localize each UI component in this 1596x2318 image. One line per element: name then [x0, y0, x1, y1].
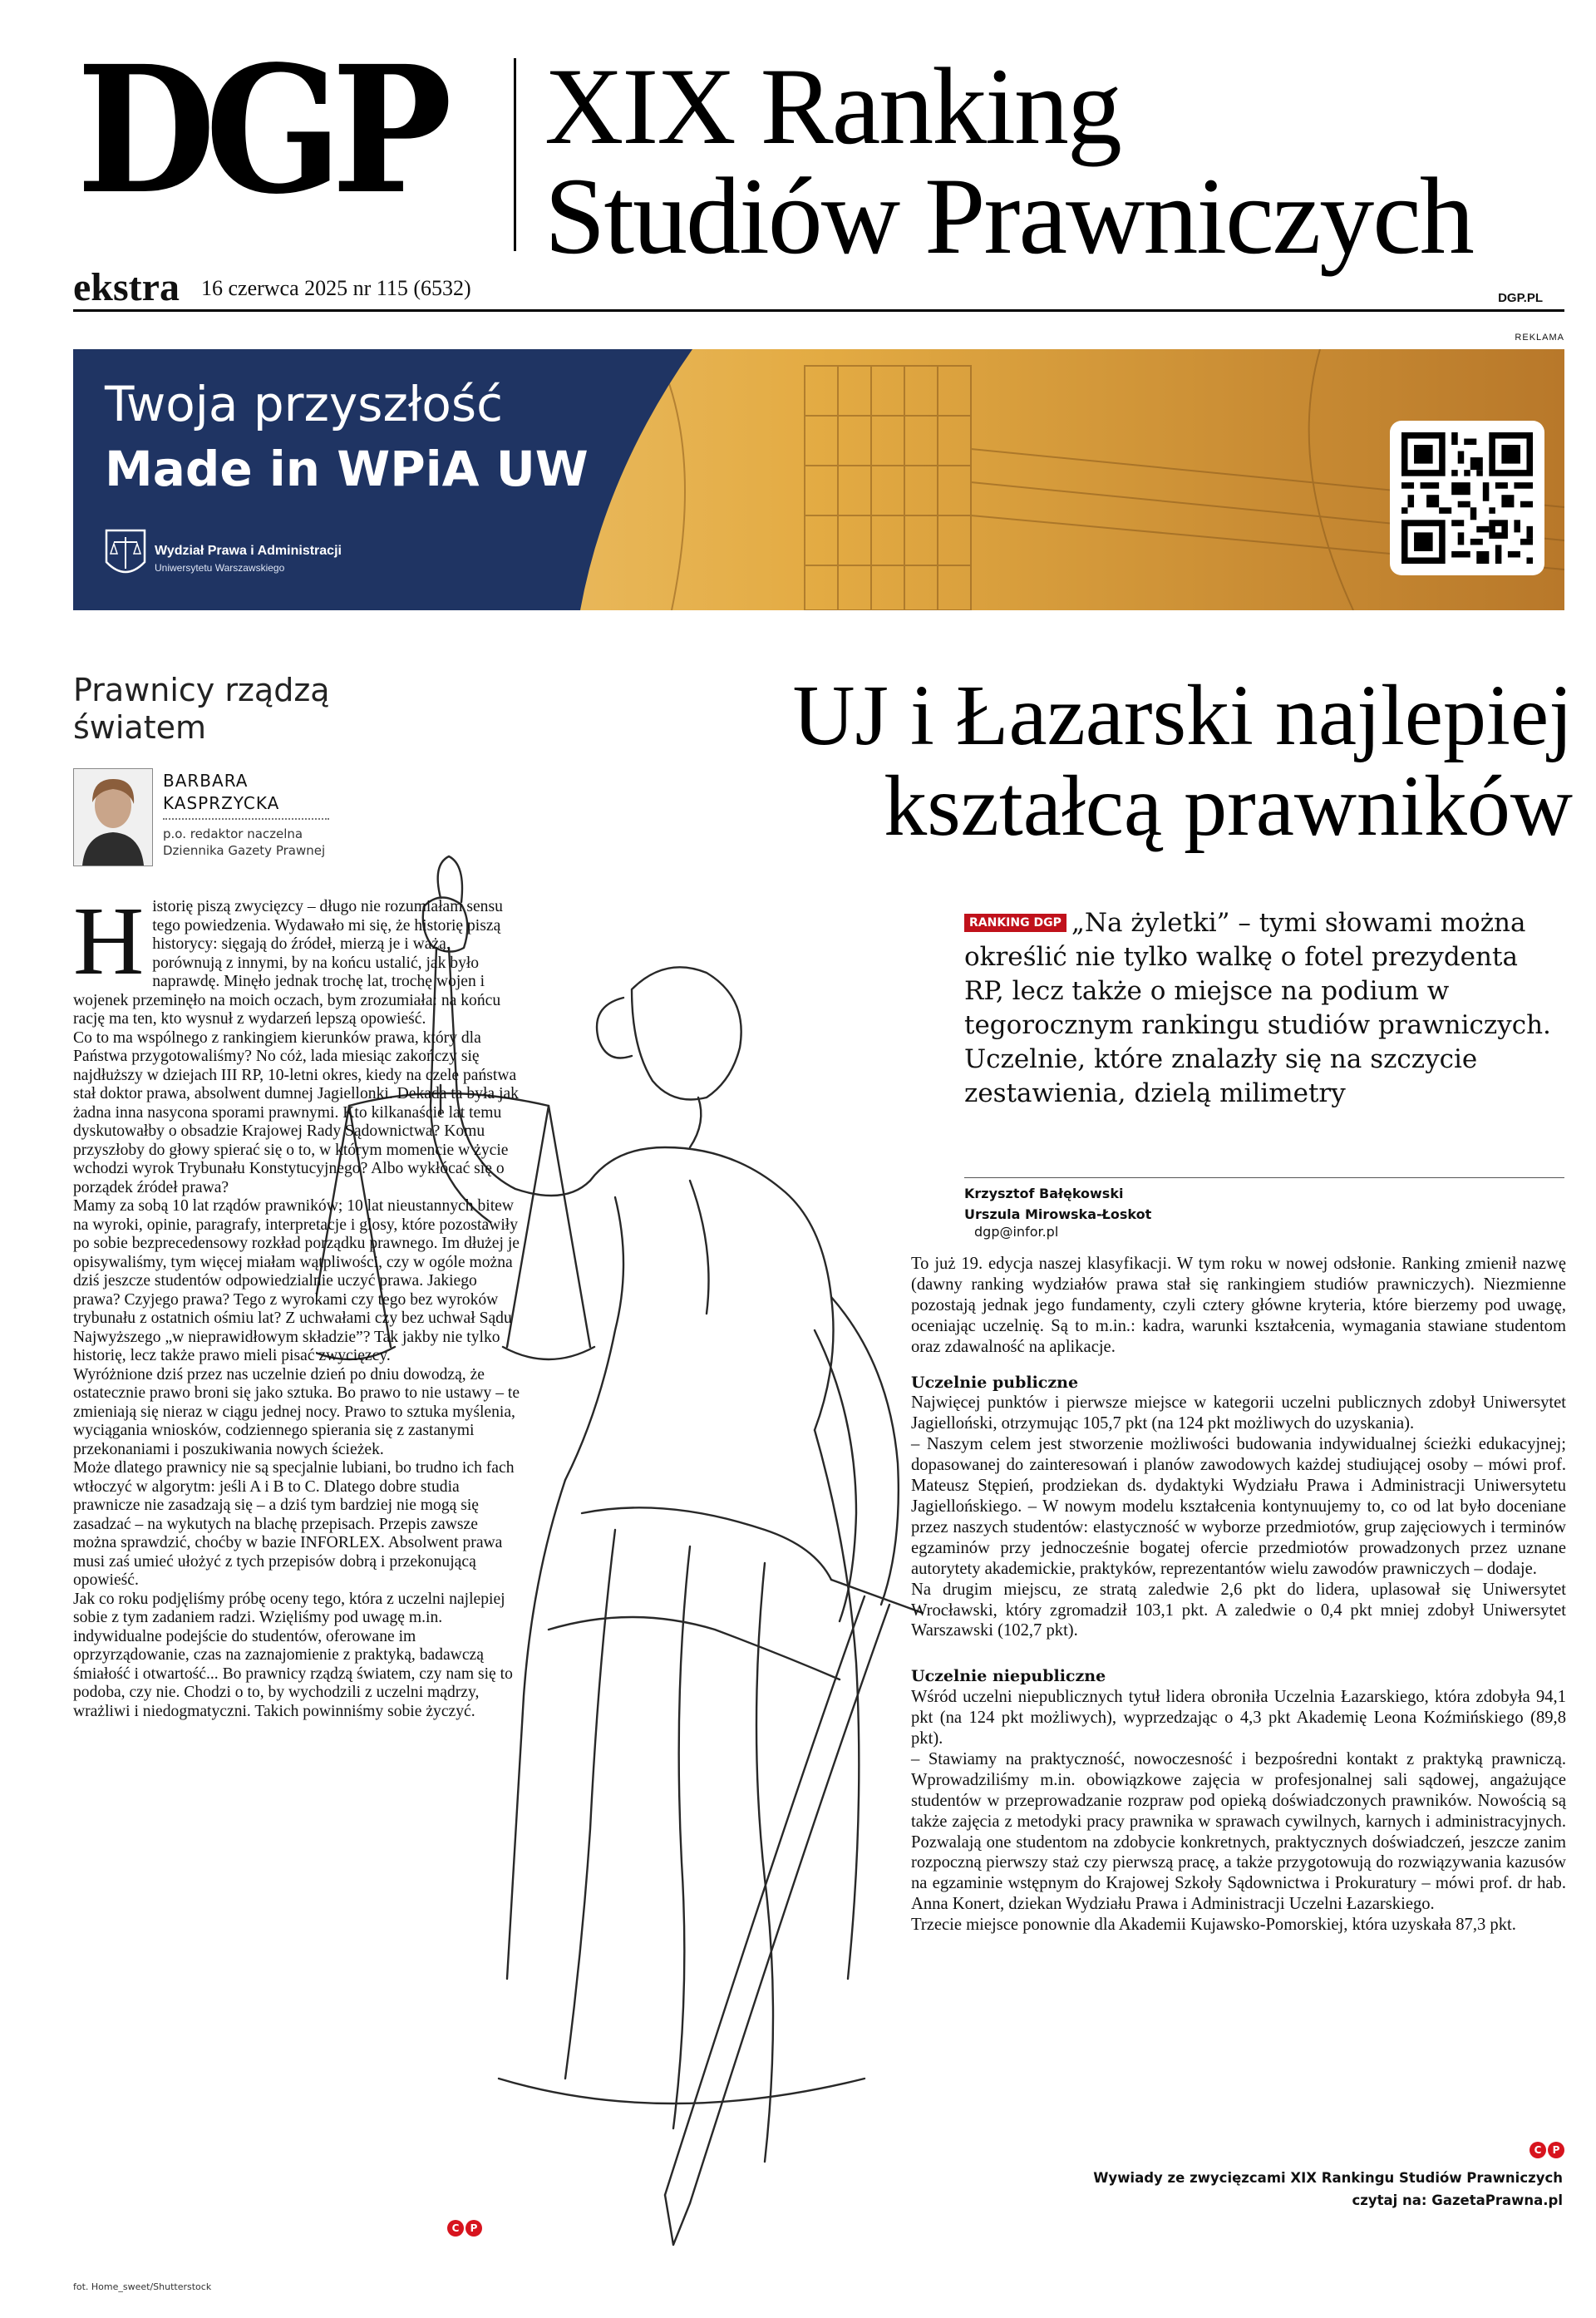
author-role-line2: Dziennika Gazety Prawnej	[163, 842, 326, 858]
article-paragraph: Wśród uczelni niepublicznych tytuł lidera obroniła Uczelnia Łazarskiego, która zdobyła 94,1 pkt (na 124 pkt możliwych), wyprzedzając o 4,3 pkt Akademię Leona Koźmińskiego (89,8 pkt).	[911, 1688, 1566, 1748]
main-headline	[598, 668, 1573, 855]
author-role-line1: p.o. redaktor naczelna	[163, 826, 303, 841]
copyright-c: C	[447, 2220, 464, 2237]
advertisement-banner[interactable]	[73, 349, 1564, 610]
qr-code-icon	[1401, 432, 1533, 564]
column-paragraph: Co to ma wspólnego z rankingiem kierunków prawa, który dla Państwa przygotowaliśmy? No cóż, lada miesiąc zakończy się najdłuższy w dziejach III RP, 10-letni okres, kiedy na czele państwa stał doktor prawa, absolwent dumnej Jagiellonki. Dekada ta była jak żadna inna nasycona sporami prawnymi. Kto kilkanaście lat temu dyskutowałby o obsadzie Krajowej Rady Sądownictwa? Komu przyszłoby do głowy spierać się o to, w którym momencie w życie wchodzi wyrok Trybunału Konstytucyjnego? Albo wykłócać się o porządek źródeł prawa?	[73, 1028, 519, 1196]
lead-text: „Na żyletki” – tymi słowami można określić nie tylko walkę o fotel prezydenta RP, lecz także o miejsce na podium w tegorocznym rankingu studiów prawniczych. Uczelnie, które znalazły się na szczycie zestawienia, dzielą milimetry	[964, 908, 1551, 1108]
article-paragraph: Trzecie miejsce ponownie dla Akademii Kujawsko-Pomorskiej, która uzyskała 87,3 pkt.	[911, 1916, 1516, 1935]
author-role	[163, 826, 325, 859]
drop-cap: H	[73, 886, 145, 995]
scales-emblem-icon	[103, 525, 148, 584]
qr-code[interactable]	[1390, 421, 1544, 575]
article-authors	[964, 1184, 1151, 1226]
masthead-title-line1: XIX Ranking	[544, 45, 1121, 167]
copyright-p: P	[1548, 2142, 1564, 2158]
column-paragraph: Może dlatego prawnicy nie są specjalnie lubiani, bo trudno ich fach wtłoczyć w algorytm: jeśli A i B to C. Dlatego dobre studia prawnicze nie zasadzają się – a dziś tym bardziej nie mogą się zasadzać – na wykutych na blachę przepisach. Przepis zawsze można sprawdzić, choćby w bazie INFORLEX. Absolwent prawa musi zaś umieć ułożyć z tych przepisów dobrą i przekonującą opowieść.	[73, 1459, 515, 1589]
column-title-line2: światem	[73, 708, 207, 746]
portrait-icon	[74, 769, 152, 866]
footer-note	[1093, 2167, 1563, 2212]
issue-info: 16 czerwca 2025 nr 115 (6532)	[201, 276, 471, 300]
copyright-mark	[1530, 2142, 1564, 2158]
article-body	[911, 1254, 1566, 1936]
column-title-line1: Prawnicy rządzą	[73, 672, 330, 708]
article-paragraph: – Naszym celem jest stworzenie możliwości budowania indywidualnej ścieżki edukacyjnej; dopasowanej do zainteresowań i planów zawodowych każdej studiującej osoby – mówi prof. Mateusz Stępień, prodziekan ds. dydaktyki Wydziału Prawa i Administracji Uniwersytetu Jagiellońskiego. – W nowym modelu kształcenia kontynuujemy to, co od lat było doceniane przez naszych studentów: elastyczność w wyborze przedmiotów, grup zajęciowych i terminów egzaminów przy jednocześnie bogatej ofercie przedmiotów prowadzonych przez uznane autorytety akademickie, praktyków, reprezentantów wielu zawodów prawniczych – dodaje.	[911, 1435, 1566, 1578]
column-paragraph: Wyróżnione dziś przez nas uczelnie dzień po dniu dowodzą, że ostatecznie prawo broni się jako sztuka. Bo prawo to nie ustawy – te zmieniają się nieraz w ciągu jednej nocy. Prawo to sztuka myślenia, wyciągania wniosków, codziennego spierania się z zastanymi przekonaniami i poszukiwania nowych ścieżek.	[73, 1365, 520, 1458]
headline-line1: UJ i Łazarski najlepiej	[792, 668, 1573, 763]
footer-note-line1: Wywiady ze zwycięzcami XIX Rankingu Studiów Prawniczych	[1093, 2170, 1563, 2186]
ad-faculty: Wydział Prawa i Administracji	[155, 544, 342, 558]
subheading-private: Uczelnie niepubliczne	[911, 1667, 1106, 1686]
article-paragraph: To już 19. edycja naszej klasyfikacji. W tym roku w nowej odsłonie. Ranking zmienił nazwę (dawny ranking wydziałów prawa stał się rankingiem studiów prawniczych). Niezmienne pozostają jednak jego fundamenty, czyli cztery główne kryteria, które bierzemy pod uwagę, oceniając uczelnię. Są to m.in.: kadra, warunki kształcenia, wymagania stawiane studentom oraz zdawalność na aplikacje.	[911, 1255, 1566, 1356]
masthead-rule	[73, 309, 1564, 312]
photo-credit: fot. Home_sweet/Shutterstock	[73, 2281, 212, 2292]
column-paragraph: Jak co roku podjęliśmy próbę oceny tego, która z uczelni najlepiej sobie z tym zadaniem radzi. Wzięliśmy pod uwagę m.in. indywidualne podejście do studentów, oferowane im oprzyrządowanie, czas na zaznajomienie z praktyką, badawczą śmiałość i otwartość... Bo prawnicy rządzą światem, czy nam się to podoba, czy nie. Chodzi o to, by wychodzili z uczelni mądrzy, wrażliwi i niedogmatyczni. Takich powinniśmy sobie życzyć.	[73, 1590, 513, 1720]
author-first-name: BARBARA	[163, 771, 249, 791]
article-paragraph: – Stawiamy na praktyczność, nowoczesność i bezpośredni kontakt z praktyką prawniczą. Wprowadziliśmy m.in. obowiązkowe zajęcia w profesjonalnej sali sądowej, angażujące studentów w przeprowadzanie rozpraw pod opieką doświadczonych prawników. Nowością są także zajęcia z metodyki pracy prawnika w sprawach cywilnych, karnych i administracyjnych. Pozwalają one studentom na zdobycie konkretnych, praktycznych doświadczeń, jeszcze zanim rozpoczną pierwszy staż czy pierwszą pracę, a także przygotowują do rozwiązywania kazusów na egzaminie wstępnym do Krajowej Szkoły Sądownictwa i Prokuratury – mówi prof. dr hab. Anna Konert, dziekan Wydziału Prawa i Administracji Uczelni Łazarskiego.	[911, 1749, 1566, 1914]
masthead-title	[544, 45, 1473, 277]
author-divider	[163, 818, 329, 820]
masthead-title-line2: Studiów Prawniczych	[544, 155, 1473, 277]
author-2: Urszula Mirowska-Łoskot	[964, 1206, 1152, 1222]
subheading-public: Uczelnie publiczne	[911, 1373, 1079, 1392]
article-lead	[964, 906, 1563, 1110]
author-last-name: KASPRZYCKA	[163, 793, 280, 813]
headline-line2: kształcą prawników	[884, 758, 1573, 855]
ad-headline-1: Twoja przyszłość	[105, 376, 504, 432]
author-photo	[73, 768, 153, 866]
dgp-logo: DGP	[76, 27, 442, 233]
copyright-p: P	[466, 2220, 482, 2237]
footer-note-link[interactable]: czytaj na: GazetaPrawna.pl	[1352, 2192, 1563, 2209]
article-paragraph: Najwięcej punktów i pierwsze miejsce w kategorii uczelni publicznych zdobył Uniwersytet Jagielloński, otrzymując 105,7 pkt (na 124 pkt możliwych do uzyskania).	[911, 1393, 1566, 1433]
ad-headline-2: Made in WPiA UW	[105, 441, 589, 497]
column-paragraph: istorię piszą zwycięzcy – długo nie rozumiałam sensu tego powiedzenia. Wydawało mi się, że historię piszą historycy: sięgają do źródeł, mierzą je i ważą, porównują z innymi, by na końcu ustalić, jak było naprawdę. Minęło jednak trochę lat, trochę wojen i wojenek przeminęło na moich oczach, bym zrozumiała: na końcu rację ma ten, kto wysnuł z wydarzeń lepszą opowieść.	[73, 898, 503, 1028]
masthead-divider	[514, 58, 516, 251]
ad-label: REKLAMA	[1515, 333, 1564, 343]
lead-rule	[964, 1177, 1564, 1178]
article-paragraph: Na drugim miejscu, ze stratą zaledwie 2,6 pkt do lidera, uplasował się Uniwersytet Wrocławski, który zgromadził 103,1 pkt. A zaledwie o 0,4 pkt mniej zdobył Uniwersytet Warszawski (102,7 pkt).	[911, 1580, 1566, 1640]
column-title	[73, 672, 330, 747]
ranking-tag: RANKING DGP	[964, 914, 1066, 932]
column-paragraph: Mamy za sobą 10 lat rządów prawników; 10 lat nieustannych bitew na wyroki, opinie, paragrafy, interpretacje i glosy, które pozostawiły po sobie bezprecedensowy rozkład porządku prawnego. Im dłużej je opisywaliśmy, tym więcej miałam wątpliwości, czy w ogóle można dziś jeszcze studentów odpowiedzialnie uczyć prawa. Jakiego prawa? Czyjego prawa? Tego z wyrokami czy tego bez wyroków trybunału z ostatnich ośmiu lat? Z uchwałami czy bez uchwał Sądu Najwyższego „w nieprawidłowym składzie”? Tak jakby nie tylko historię, lecz także prawo mieli pisać zwycięzcy.	[73, 1197, 520, 1364]
copyright-c: C	[1530, 2142, 1546, 2158]
site-link[interactable]: DGP.PL	[1498, 291, 1543, 305]
author-name	[163, 770, 279, 815]
author-1: Krzysztof Bałękowski	[964, 1186, 1124, 1201]
contact-email[interactable]: dgp@infor.pl	[974, 1224, 1059, 1240]
edition-label: ekstra	[73, 265, 180, 309]
ad-university: Uniwersytetu Warszawskiego	[155, 562, 285, 574]
